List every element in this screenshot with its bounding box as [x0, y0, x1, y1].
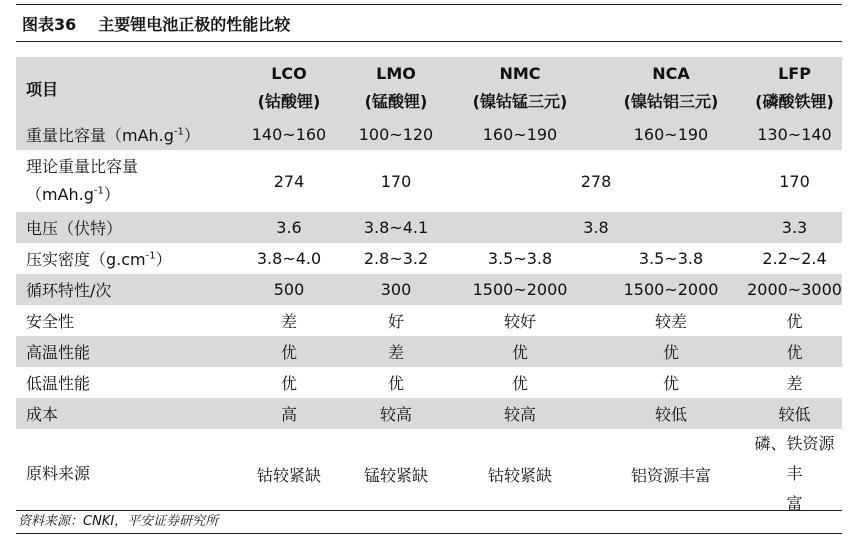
cell [747, 429, 842, 519]
cell: 好 [387, 312, 404, 331]
cell: 差 [280, 312, 297, 331]
figure-title [16, 4, 842, 42]
table-row-theoretical [16, 150, 842, 212]
table-row-cycle [16, 274, 842, 305]
row-label [16, 150, 231, 212]
cell: 3.8~4.0 [256, 249, 322, 268]
header-sub: (磷酸铁锂) [755, 92, 834, 111]
row-label-sup: -1 [145, 250, 156, 262]
cell: 较高 [347, 398, 445, 429]
figure-number: 图表36 [22, 14, 77, 34]
row-label [16, 243, 231, 274]
cell: 160~190 [595, 119, 747, 150]
cell: 3.5~3.8 [638, 249, 704, 268]
cell-merged: 3.8 [445, 212, 747, 243]
source-note [16, 510, 842, 534]
table-row-high-temp [16, 336, 842, 367]
header-name: NCA [652, 64, 690, 83]
row-label-line1: 理论重量比容量 [26, 157, 139, 176]
row-label-end: ） [183, 126, 200, 145]
row-label: 原料来源 [26, 464, 91, 483]
table-row-density [16, 243, 842, 274]
header-name: LMO [376, 64, 416, 83]
cell-line1: 磷、铁资源丰 [754, 434, 835, 483]
cell: 3.3 [747, 212, 842, 243]
cell: 差 [347, 336, 445, 367]
row-label-end: ） [155, 250, 172, 269]
cell: 130~140 [747, 119, 842, 150]
cell-line2: 富 [786, 494, 803, 513]
header-name: LFP [778, 64, 811, 83]
header-name: NMC [499, 64, 541, 83]
row-label-line2: （mAh.g [26, 185, 94, 204]
row-label: 安全性 [26, 312, 75, 331]
row-label: 电压（伏特） [16, 212, 231, 243]
cell: 170 [779, 171, 810, 191]
cell: 差 [786, 374, 803, 393]
comparison-table [16, 57, 842, 519]
cell: 优 [231, 336, 347, 367]
row-label-text: 重量比容量（mAh.g [26, 126, 174, 145]
cell: 300 [347, 274, 445, 305]
row-label: 成本 [16, 398, 231, 429]
header-sub: (锰酸锂) [364, 92, 428, 111]
table-row-weight-capacity [16, 119, 842, 150]
cell: 3.6 [231, 212, 347, 243]
figure-title-text: 主要锂电池正极的性能比较 [98, 14, 291, 34]
cell: 1500~2000 [445, 274, 595, 305]
row-label-sup: -1 [173, 126, 184, 138]
table-row-cost [16, 398, 842, 429]
table-row-low-temp [16, 367, 842, 398]
header-nca [595, 57, 747, 119]
cell: 钴较紧缺 [256, 465, 321, 485]
table-row-source-material [16, 429, 842, 519]
cell: 优 [595, 336, 747, 367]
cell: 高 [231, 398, 347, 429]
cell: 优 [786, 312, 803, 331]
cell: 钴较紧缺 [487, 465, 552, 485]
row-label: 低温性能 [26, 374, 91, 393]
header-lfp [747, 57, 842, 119]
cell: 较低 [747, 398, 842, 429]
cell: 140~160 [231, 119, 347, 150]
source-text: 资料来源：CNKI，平安证券研究所 [18, 514, 219, 529]
row-label: 循环特性/次 [16, 274, 231, 305]
row-label-end: ） [103, 185, 120, 204]
cell: 铝资源丰富 [630, 465, 711, 485]
header-nmc [445, 57, 595, 119]
cell: 优 [445, 336, 595, 367]
cell: 500 [231, 274, 347, 305]
cell: 较差 [654, 312, 687, 331]
header-sub: (钴酸锂) [257, 92, 321, 111]
cell: 优 [387, 374, 404, 393]
cell: 较低 [595, 398, 747, 429]
header-row [16, 57, 842, 119]
cell: 较高 [445, 398, 595, 429]
header-sub: (镍钴锰三元) [472, 92, 568, 111]
cell: 170 [380, 171, 412, 191]
table-row-safety [16, 305, 842, 336]
table-row-voltage [16, 212, 842, 243]
cell: 较好 [503, 312, 536, 331]
row-label: 高温性能 [16, 336, 231, 367]
cell: 2.8~3.2 [363, 249, 429, 268]
cell: 3.5~3.8 [487, 249, 553, 268]
cell: 1500~2000 [595, 274, 747, 305]
cell: 优 [511, 374, 528, 393]
cell: 100~120 [347, 119, 445, 150]
row-label [16, 119, 231, 150]
cell: 160~190 [445, 119, 595, 150]
header-sub: (镍钴铝三元) [623, 92, 719, 111]
header-lco [231, 57, 347, 119]
row-label-sup: -1 [93, 185, 104, 197]
cell: 2000~3000 [747, 274, 842, 305]
header-name: LCO [271, 64, 307, 83]
cell: 优 [280, 374, 297, 393]
cell: 优 [662, 374, 679, 393]
row-label-text: 压实密度（g.cm [26, 250, 146, 269]
cell: 274 [273, 171, 305, 191]
cell: 3.8~4.1 [347, 212, 445, 243]
cell: 2.2~2.4 [762, 249, 827, 268]
cell: 优 [747, 336, 842, 367]
cell-merged: 278 [580, 171, 612, 191]
header-corner: 项目 [16, 57, 231, 119]
cell: 锰较紧缺 [363, 465, 428, 485]
header-lmo [347, 57, 445, 119]
